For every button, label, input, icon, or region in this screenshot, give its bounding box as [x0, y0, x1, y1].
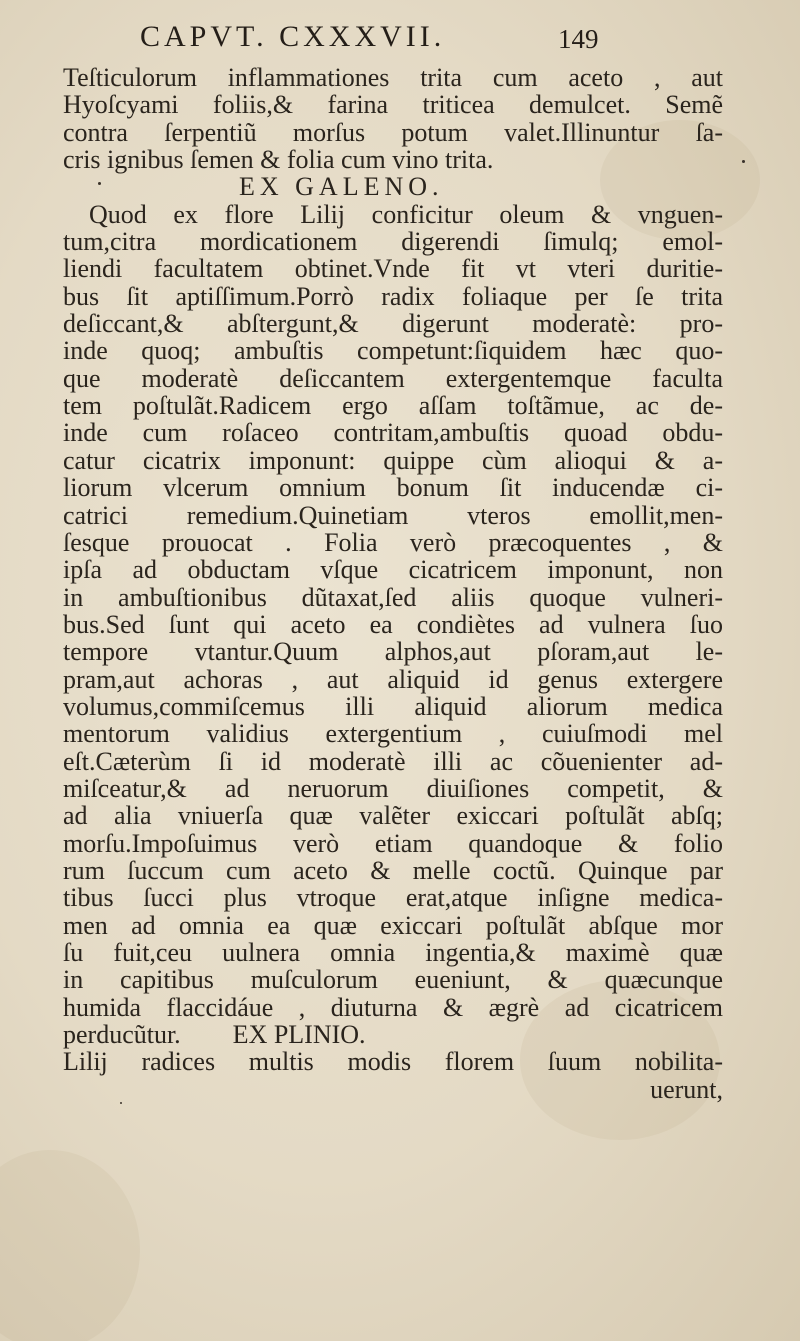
- text-line: eſt.Cæterùm ſi id moderatè illi ac cõuenienter ad-: [63, 746, 723, 776]
- text-line: catrici remedium.Quinetiam vteros emollit,men-: [63, 500, 723, 530]
- text-line: Hyoſcyami foliis,& farina triticea demulcet. Semẽ: [63, 90, 723, 120]
- text-line: mentorum validius extergentium , cuiuſmodi mel: [63, 719, 723, 749]
- text-line: deſiccant,& abſtergunt,& digerunt moderatè: pro-: [63, 309, 723, 339]
- text-line: contra ſerpentiũ morſus potum valet.Illinuntur ſa-: [63, 117, 723, 147]
- running-title: CAPVT. CXXXVII.: [140, 20, 446, 53]
- text-line: tempore vtantur.Quum alphos,aut pſoram,aut le-: [63, 637, 723, 667]
- page-number: 149: [558, 24, 599, 54]
- text-line: bus.Sed ſunt qui aceto ea condiètes ad vulnera ſuo: [63, 609, 723, 639]
- text-line: morſu.Impoſuimus verò etiam quandoque & folio: [63, 828, 723, 858]
- text-line: tem poſtulãt.Radicem ergo aſſam toſtãmue, ac de-: [63, 391, 723, 421]
- body-text: [63, 64, 723, 1103]
- paper-stain: [0, 1150, 140, 1341]
- text-line: tibus ſucci plus vtroque erat,atque inſigne medica-: [63, 883, 723, 913]
- text-line: men ad omnia ea quæ exiccari poſtulãt abſque mor: [63, 910, 723, 940]
- text-line: cris ignibus ſemen & folia cum vino trita.: [63, 145, 494, 175]
- text-line: catur cicatrix imponunt: quippe cùm alioqui & a-: [63, 445, 723, 475]
- text-line: Teſticulorum inflammationes trita cum aceto , aut: [63, 63, 723, 92]
- text-line: in ambuſtionibus dũtaxat,ſed aliis quoque vulneri-: [63, 582, 723, 612]
- text-line: ipſa ad obductam vſque cicatricem imponunt, non: [63, 555, 723, 585]
- text-line: volumus,commiſcemus illi aliquid aliorum medica: [63, 691, 723, 721]
- text-line: ad alia vniuerſa quæ valẽter exiccari poſtulãt abſq;: [63, 801, 723, 831]
- text-line: inde quoq; ambuſtis competunt:ſiquidem hæc quo-: [63, 336, 723, 366]
- text-line: que moderatè deſiccantem extergentemque faculta: [63, 363, 723, 393]
- text-line: miſceatur,& ad neruorum diuiſiones competit, &: [63, 773, 723, 803]
- text-line: Quod ex flore Lilij conficitur oleum & vnguen-: [89, 199, 723, 229]
- ink-speck: [120, 1102, 122, 1104]
- text-line: rum ſuccum cum aceto & melle coctũ. Quinque par: [63, 855, 723, 885]
- text-line: Lilij radices multis modis florem ſuum nobilita-: [63, 1047, 723, 1077]
- text-line: liendi facultatem obtinet.Vnde fit vt vteri duritie-: [63, 254, 723, 284]
- section-heading-galeno: EX GALENO.: [239, 172, 444, 202]
- ink-speck: [742, 160, 745, 163]
- catchword-line: uerunt,: [650, 1074, 723, 1104]
- page-header: [0, 18, 800, 62]
- section-heading-plinio: perducũtur. EX PLINIO.: [63, 1020, 366, 1050]
- text-line: bus ſit aptiſſimum.Porrò radix foliaque per ſe trita: [63, 281, 723, 311]
- text-line: in capitibus muſculorum eueniunt, & quæcunque: [63, 965, 723, 995]
- text-line: pram,aut achoras , aut aliquid id genus extergere: [63, 664, 723, 694]
- text-line: inde cum roſaceo contritam,ambuſtis quoad obdu-: [63, 418, 723, 448]
- text-line: liorum vlcerum omnium bonum ſit inducendæ ci-: [63, 473, 723, 503]
- text-line: humida flaccidáue , diuturna & ægrè ad cicatricem: [63, 992, 723, 1022]
- text-line: ſesque prouocat . Folia verò præcoquentes , &: [63, 527, 723, 557]
- text-line: tum,citra mordicationem digerendi ſimulq; emol-: [63, 227, 723, 257]
- ink-speck: [98, 182, 101, 185]
- text-line: ſu fuit,ceu uulnera omnia ingentia,& maximè quæ: [63, 938, 723, 967]
